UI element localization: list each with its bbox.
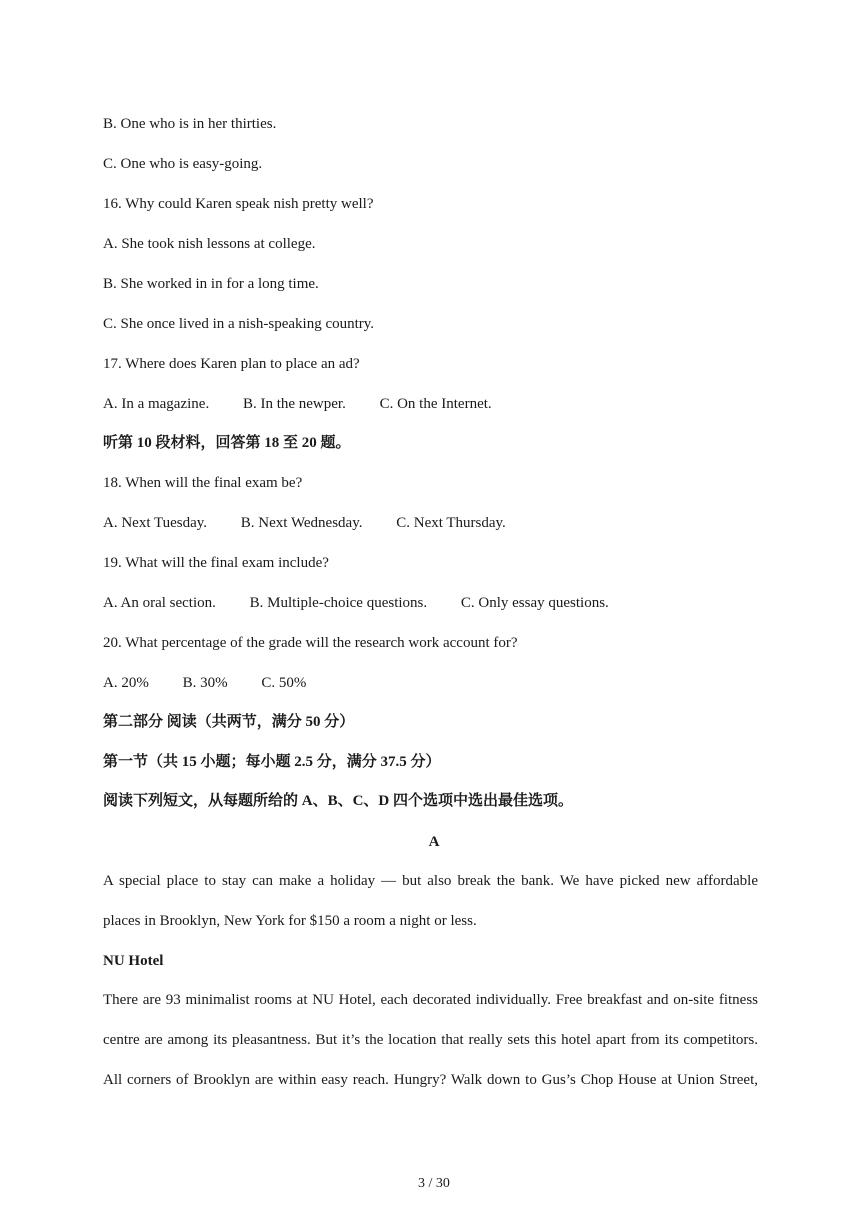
q20-options	[103, 673, 306, 693]
q16-option-a: A. She took nish lessons at college.	[103, 236, 316, 252]
hotel-name-heading: NU Hotel	[103, 953, 164, 969]
q17-option-c: C. On the Internet.	[379, 396, 492, 412]
q20-option-b: B. 30%	[182, 675, 228, 691]
q17-question: 17. Where does Karen plan to place an ad?	[103, 356, 360, 372]
page-number: 3 / 30	[418, 1176, 450, 1191]
reading-instruction: 阅读下列短文，从每题所给的 A、B、C、D 四个选项中选出最佳选项。	[103, 793, 574, 809]
passage10-instruction: 听第 10 段材料，回答第 18 至 20 题。	[103, 435, 351, 451]
q17-options	[103, 394, 492, 414]
q19-option-b: B. Multiple-choice questions.	[249, 595, 428, 611]
q19-option-a: A. An oral section.	[103, 595, 216, 611]
q17-option-a: A. In a magazine.	[103, 396, 210, 412]
q18-options	[103, 513, 506, 533]
q16-option-b: B. She worked in in for a long time.	[103, 276, 319, 292]
q18-option-a: A. Next Tuesday.	[103, 515, 208, 531]
hotel-body-line: centre are among its pleasantness. But it’s the location that really sets this hotel apart from its competitors.	[103, 1032, 758, 1048]
hotel-body-line: There are 93 minimalist rooms at NU Hotel, each decorated individually. Free breakfast and on-site fitness	[103, 992, 758, 1008]
passage-intro-line: places in Brooklyn, New York for $150 a room a night or less.	[103, 913, 477, 929]
q20-question: 20. What percentage of the grade will the research work account for?	[103, 635, 518, 651]
q19-option-c: C. Only essay questions.	[460, 595, 609, 611]
passage-intro-line: A special place to stay can make a holiday — but also break the bank. We have picked new affordable	[103, 873, 758, 889]
part2-heading: 第二部分 阅读（共两节，满分 50 分）	[103, 714, 355, 730]
q20-option-a: A. 20%	[103, 675, 149, 691]
q17-option-b: B. In the newper.	[242, 396, 346, 412]
q16-question: 16. Why could Karen speak nish pretty well?	[103, 196, 374, 212]
section1-heading: 第一节（共 15 小题；每小题 2.5 分，满分 37.5 分）	[103, 754, 441, 770]
q18-question: 18. When will the final exam be?	[103, 475, 303, 491]
hotel-body-line: All corners of Brooklyn are within easy reach. Hungry? Walk down to Gus’s Chop House at Union Street,	[103, 1072, 758, 1088]
q19-options	[103, 593, 609, 613]
passage-letter: A	[428, 834, 440, 850]
q16-option-c: C. She once lived in a nish-speaking country.	[103, 316, 375, 332]
q19-question: 19. What will the final exam include?	[103, 555, 329, 571]
q18-option-b: B. Next Wednesday.	[240, 515, 363, 531]
q15-option-b: B. One who is in her thirties.	[103, 116, 277, 132]
q15-option-c: C. One who is easy-going.	[103, 156, 263, 172]
q18-option-c: C. Next Thursday.	[396, 515, 506, 531]
q20-option-c: C. 50%	[261, 675, 307, 691]
